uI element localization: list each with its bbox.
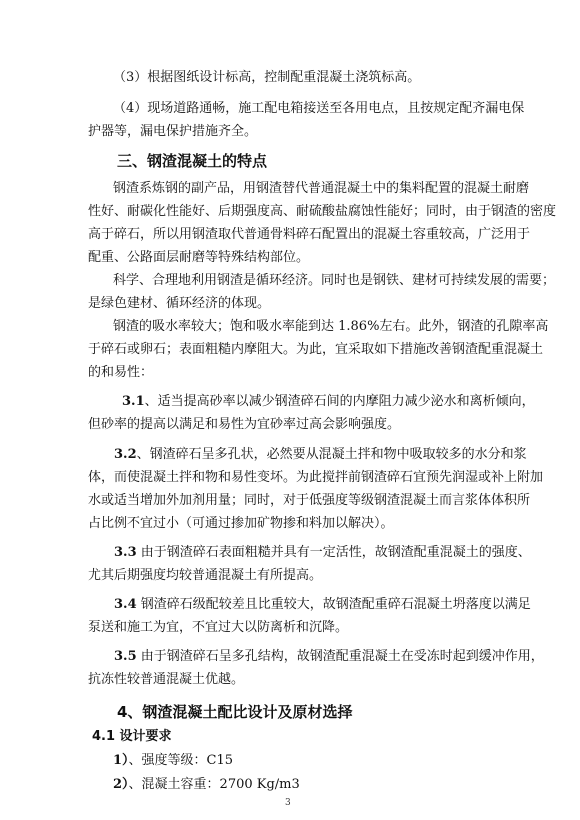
item-3-1-text: 、适当提高砂率以减少钢渣碎石间的内摩阻力减少泌水和离析倾向， xyxy=(144,394,535,409)
para-1-line-2: 性好、耐碳化性能好、后期强度高、耐硫酸盐腐蚀性能好；同时，由于钢渣的密度 xyxy=(88,204,557,219)
page-number: 3 xyxy=(285,798,291,808)
requirement-2-text: 、混凝土容重：2700 Kg/m3 xyxy=(128,777,300,792)
requirement-2-number: 2） xyxy=(113,777,129,792)
item-3-1-number: 3.1 xyxy=(122,394,145,409)
item-3-1-line-1 xyxy=(122,393,535,411)
item-3-2-line-4: 占比例不宜过小（可通过掺加矿物掺和料加以解决）。 xyxy=(88,516,394,531)
item-3-1-line-2: 但砂率的提高以满足和易性为宜砂率过高会影响强度。 xyxy=(88,417,401,432)
item-3-5-line-2: 抗冻性较普通混凝土优越。 xyxy=(88,672,245,687)
para-1-line-3: 高于碎石，所以用钢渣取代普通骨料碎石配置出的混凝土容重较高，广泛用于 xyxy=(88,227,531,242)
requirement-1 xyxy=(113,752,233,770)
item-3-5-line-1 xyxy=(114,648,544,666)
requirement-1-number: 1） xyxy=(113,753,129,768)
para-2-line-1: 科学、合理地利用钢渣是循环经济。同时也是钢铁、建材可持续发展的需要； xyxy=(113,273,556,288)
item-3-4-line-1 xyxy=(114,596,531,614)
para-1-line-4: 配重、公路面层耐磨等特殊结构部位。 xyxy=(88,250,310,265)
item-3-4-line-2: 泵送和施工为宜，不宜过大以防离析和沉降。 xyxy=(88,620,349,635)
item-3-3-number: 3.3 xyxy=(114,545,137,560)
item-3-2-line-3: 水或适当增加外加剂用量；同时，对于低强度等级钢渣混凝土而言浆体体积所 xyxy=(88,493,531,508)
requirement-2 xyxy=(113,776,300,794)
item-3-2-text: 、钢渣碎石呈多孔状，必然要从混凝土拌和物中吸取较多的水分和浆 xyxy=(136,447,527,462)
para-3-line-2: 于碎石或卵石；表面粗糙内摩阻大。为此，宜采取如下措施改善钢渣配重混凝土 xyxy=(88,342,544,357)
section-4-heading: 4、钢渣混凝土配比设计及原材选择 xyxy=(117,703,353,721)
item-3-2-number: 3.2 xyxy=(114,447,137,462)
item-3-4-text: 钢渣碎石级配较差且比重较大，故钢渣配重碎石混凝土坍落度以满足 xyxy=(136,597,531,612)
item-3-3-line-2: 尤其后期强度均较普通混凝土有所提高。 xyxy=(88,568,323,583)
item-4-line-2: 护器等，漏电保护措施齐全。 xyxy=(88,124,258,139)
subsection-4-1-heading: 4.1 设计要求 xyxy=(92,729,172,744)
item-4-line-1: （4）现场道路通畅，施工配电箱接送至各用电点，且按规定配齐漏电保 xyxy=(113,101,525,116)
item-3-3-line-1 xyxy=(114,544,531,562)
para-1-line-1: 钢渣系炼钢的副产品，用钢渣替代普通混凝土中的集料配置的混凝土耐磨 xyxy=(113,181,530,196)
section-3-heading: 三、钢渣混凝土的特点 xyxy=(117,152,268,170)
item-3-5-text: 由于钢渣碎石呈多孔结构，故钢渣配重混凝土在受冻时起到缓冲作用， xyxy=(136,649,544,664)
para-2-line-2: 是绿色建材、循环经济的体现。 xyxy=(88,296,271,311)
para-3-line-3: 的和易性： xyxy=(88,365,154,380)
item-3-3-text: 由于钢渣碎石表面粗糙并具有一定活性，故钢渣配重混凝土的强度、 xyxy=(136,545,531,560)
item-3-2-line-1 xyxy=(114,446,527,464)
requirement-1-text: 、强度等级：C15 xyxy=(128,753,234,768)
item-3-2-line-2: 体，而使混凝土拌和物和易性变坏。为此搅拌前钢渣碎石宜预先润湿或补上附加 xyxy=(88,470,544,485)
item-3: （3）根据图纸设计标高，控制配重混凝土浇筑标高。 xyxy=(113,70,421,85)
para-3-line-1: 钢渣的吸水率较大；饱和吸水率能到达 1.86%左右。此外，钢渣的孔隙率高 xyxy=(113,319,549,334)
item-3-4-number: 3.4 xyxy=(114,597,137,612)
item-3-5-number: 3.5 xyxy=(114,649,137,664)
